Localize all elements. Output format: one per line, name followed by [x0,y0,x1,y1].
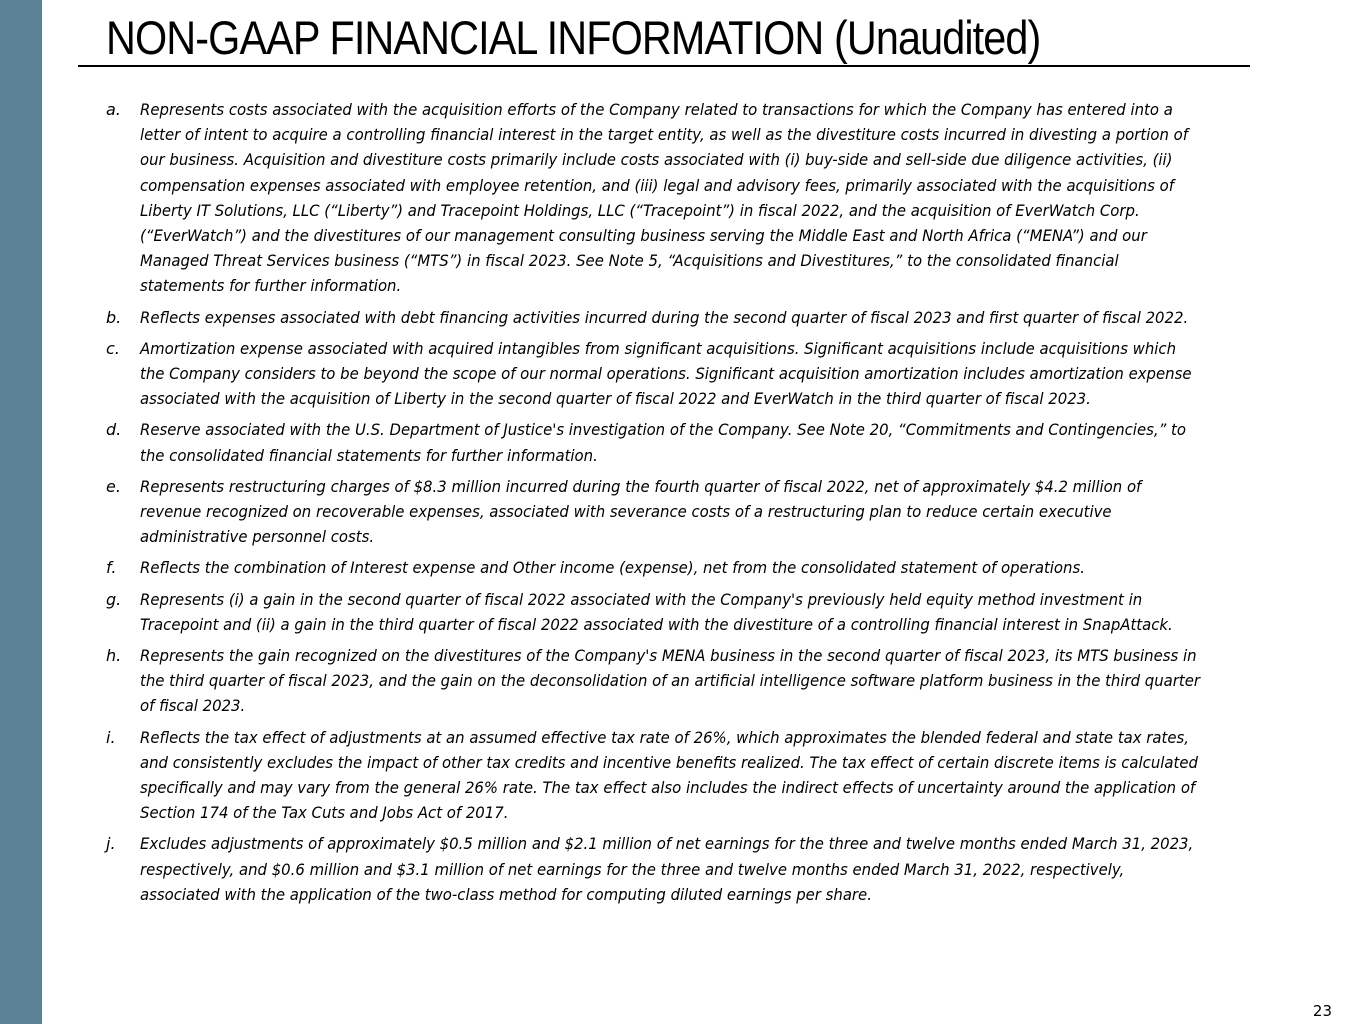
footnote-marker: c. [106,338,120,358]
footnotes-list [106,97,1284,913]
footnote-text: Reflects the combination of Interest expense and Other income (expense), net from the consolidated statement of operations. [140,558,1085,578]
footnote-marker: j. [106,834,116,854]
footnote-e [106,474,1284,550]
footnote-a [106,97,1284,299]
footnote-c [106,336,1284,412]
footnote-text: Amortization expense associated with acquired intangibles from significant acquisitions. Significant acquisitions include acquisitions which the Company considers to be beyond the scope of our normal operations. Significant acquisition amortization includes amortization expense associated with the acquisition of Liberty in the second quarter of fiscal 2022 and EverWatch in the third quarter of fiscal 2023. [140,338,1192,409]
footnote-marker: i. [106,727,116,747]
footnote-d [106,417,1284,467]
footnote-marker: h. [106,646,122,666]
footnote-g [106,587,1284,637]
footnote-text: Represents restructuring charges of $8.3 million incurred during the fourth quarter of fiscal 2022, net of approximately $4.2 million of revenue recognized on recoverable expenses, associated with severance costs of a restructuring plan to reduce certain executive administrative personnel costs. [140,476,1142,547]
footnote-text: Excludes adjustments of approximately $0.5 million and $2.1 million of net earnings for the three and twelve months ended March 31, 2023, respectively, and $0.6 million and $3.1 million of net earnings for the three and twelve months ended March 31, 2022, respectively, associated with the application of the two-class method for computing diluted earnings per share. [140,834,1194,904]
left-accent-bar [0,0,42,1024]
footnote-text: Represents the gain recognized on the divestitures of the Company's MENA business in the second quarter of fiscal 2023, its MTS business in the third quarter of fiscal 2023, and the gain on the deconsolidation of an artificial intelligence software platform business in the third quarter of fiscal 2023. [140,646,1200,716]
footnote-marker: b. [106,307,122,327]
footnote-marker: d. [106,420,122,440]
footnote-marker: e. [106,476,121,496]
footnote-text: Reflects expenses associated with debt financing activities incurred during the second quarter of fiscal 2023 and first quarter of fiscal 2022. [140,307,1189,327]
footnote-text: Represents costs associated with the acquisition efforts of the Company related to transactions for which the Company has entered into a letter of intent to acquire a controlling financial interest in the target entity, as well as the divestiture costs incurred in divesting a portion of our business. Acquisition and divestiture costs primarily include costs associated with (i) buy-side and sell-side due diligence activities, (ii) compensation expenses associated with employee retention, and (iii) legal and advisory fees, primarily associated with the acquisitions of Liberty IT Solutions, LLC (“Liberty”) and Tracepoint Holdings, LLC (“Tracepoint”) in fiscal 2022, and the acquisition of EverWatch Corp. (“EverWatch”) and the divestitures of our management consulting business serving the Middle East and North Africa (“MENA”) and our Managed Threat Services business (“MTS”) in fiscal 2023. See Note 5, “Acquisitions and Divestitures,” to the consolidated financial statements for further information. [140,100,1188,296]
footnote-i [106,725,1284,826]
title-underline [78,65,1250,67]
footnote-text: Reflects the tax effect of adjustments at an assumed effective tax rate of 26%, which approximates the blended federal and state tax rates, and consistently excludes the impact of other tax credits and incentive benefits realized. The tax effect of certain discrete items is calculated specifically and may vary from the general 26% rate. The tax effect also includes the indirect effects of uncertainty around the application of Section 174 of the Tax Cuts and Jobs Act of 2017. [140,727,1198,823]
footnote-text: Represents (i) a gain in the second quarter of fiscal 2022 associated with the Company's previously held equity method investment in Tracepoint and (ii) a gain in the third quarter of fiscal 2022 associated with the divestiture of a controlling financial interest in SnapAttack. [140,589,1173,634]
footnote-marker: f. [106,558,117,578]
footnote-text: Reserve associated with the U.S. Department of Justice's investigation of the Company. See Note 20, “Commitments and Contingencies,” to the consolidated financial statements for further information. [140,420,1186,465]
footnote-marker: a. [106,100,121,119]
footnote-h [106,643,1284,719]
footnote-j [106,831,1284,907]
footnote-f [106,555,1284,580]
page-title: NON-GAAP FINANCIAL INFORMATION (Unaudited) [106,11,1041,64]
page-number: 23 [1312,1002,1332,1020]
footnote-b [106,305,1284,330]
footnote-marker: g. [106,589,122,609]
